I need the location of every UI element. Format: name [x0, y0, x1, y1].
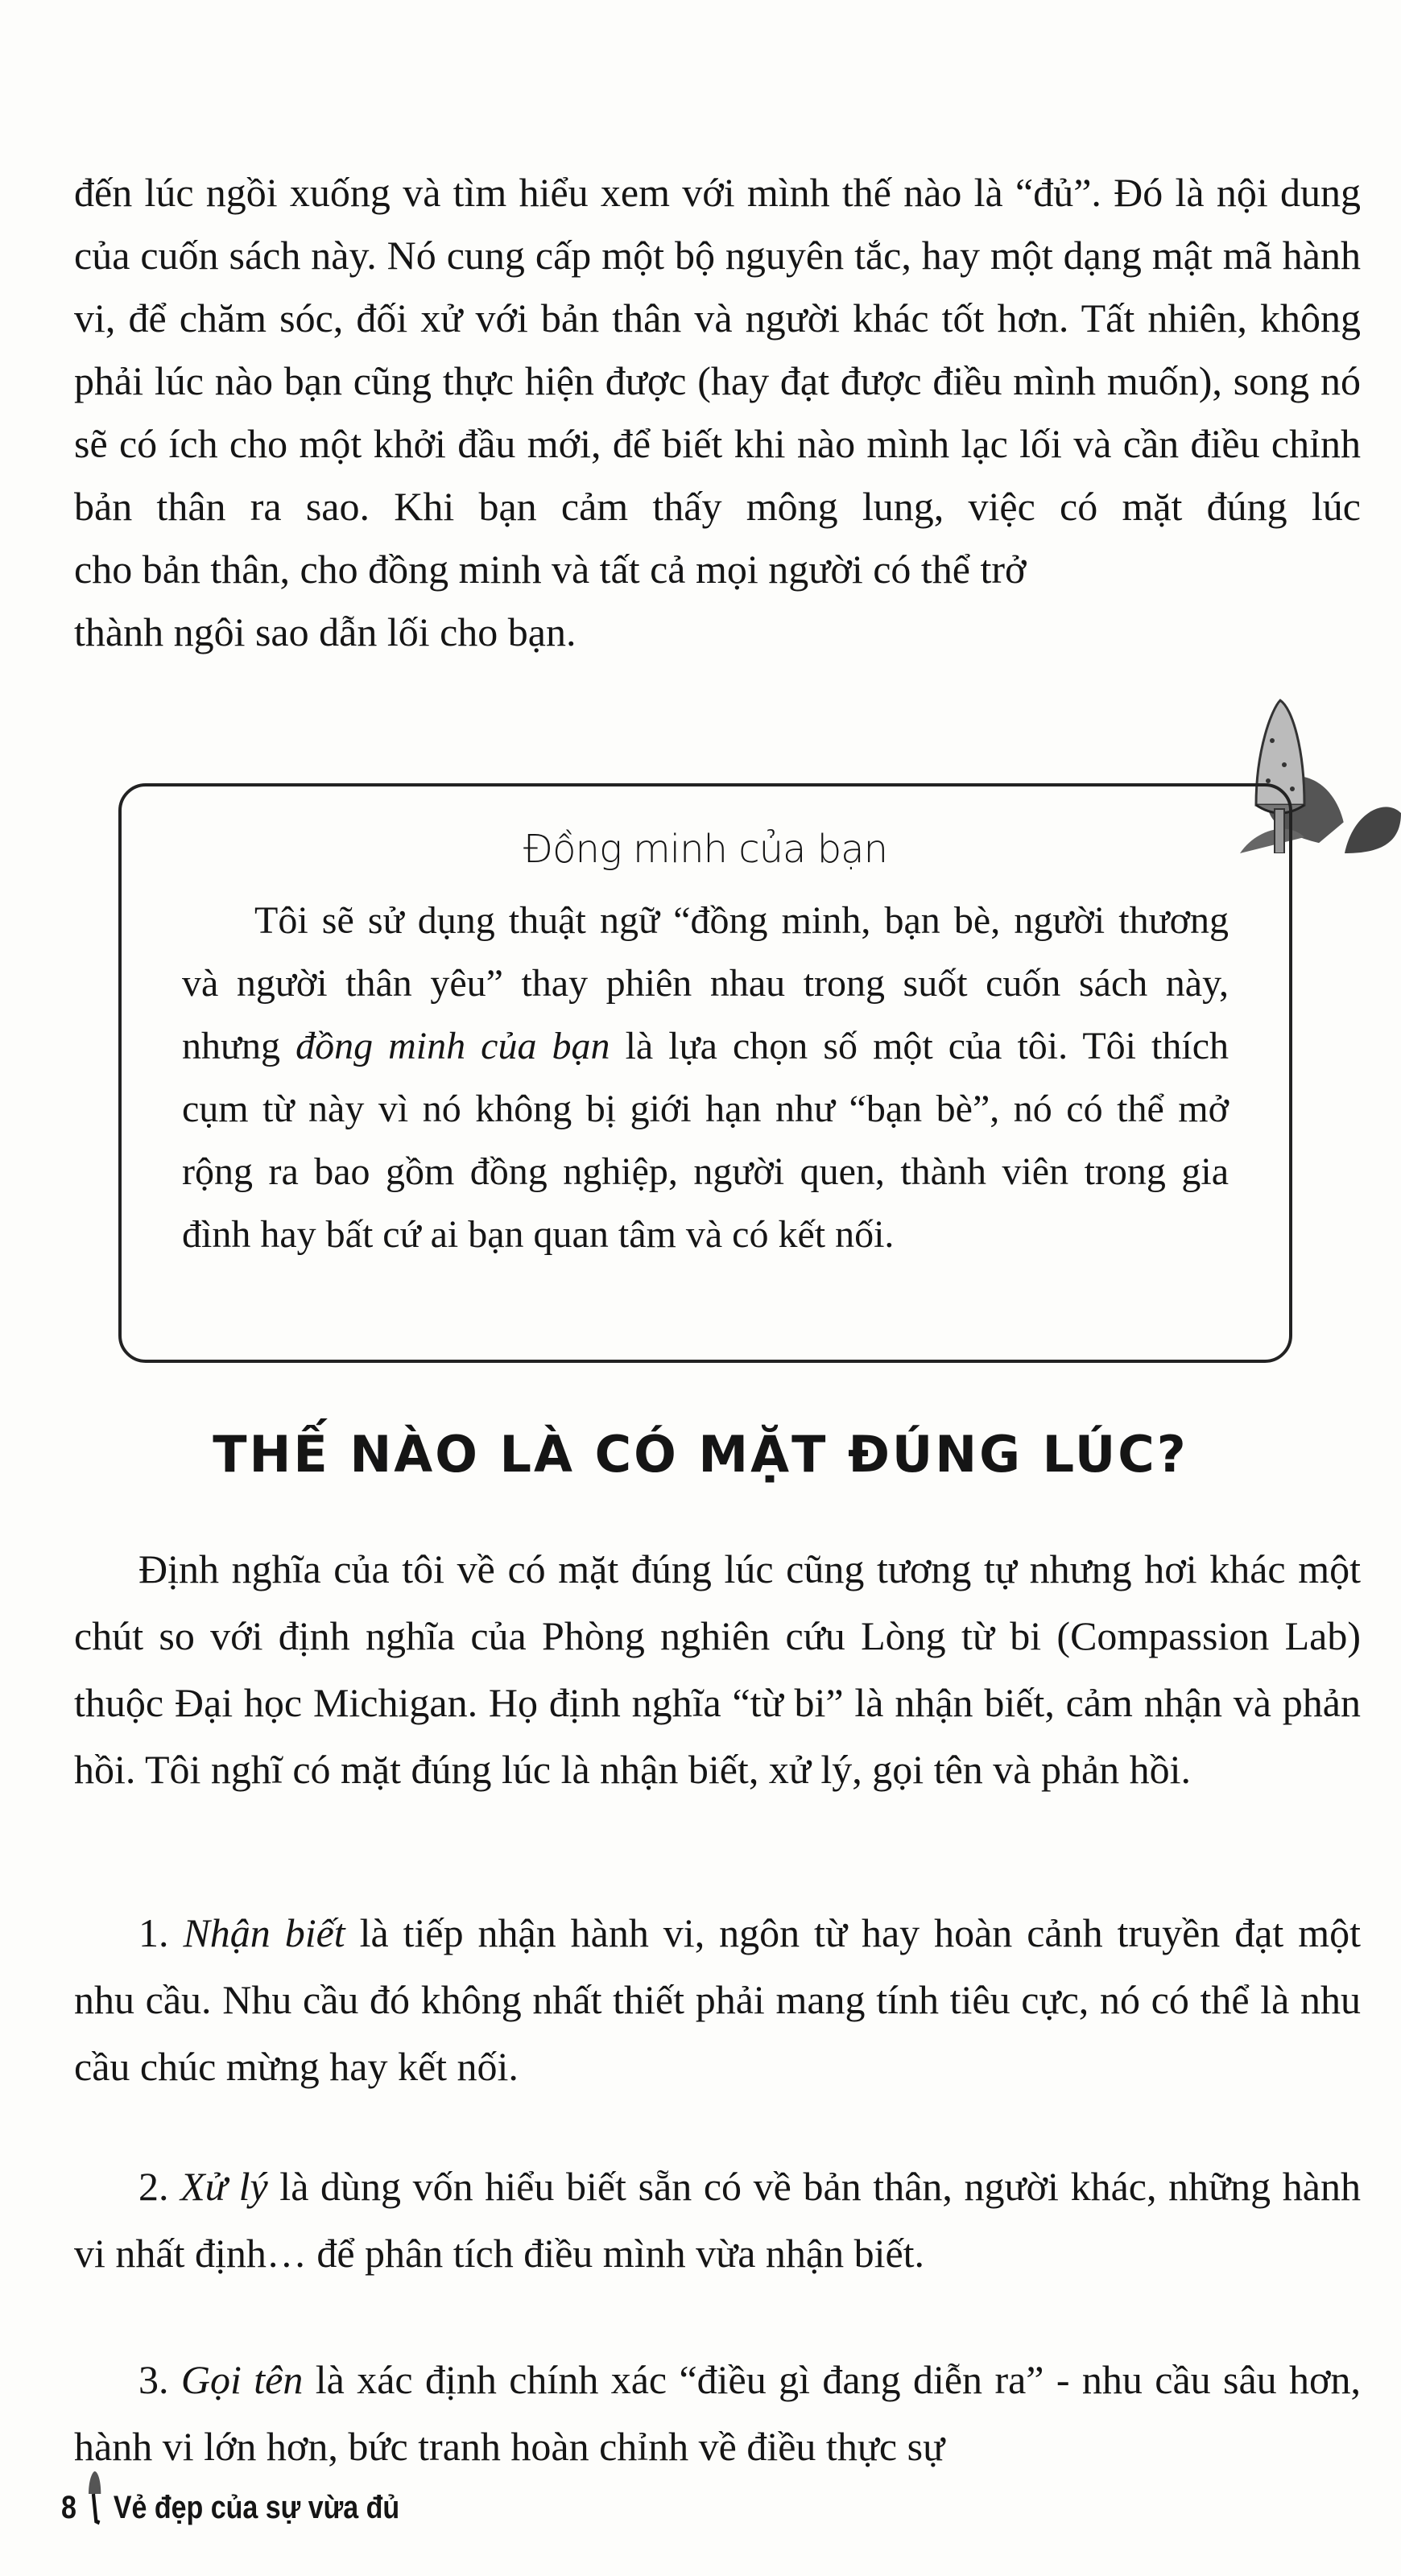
- intro-text: đến lúc ngồi xuống và tìm hiểu xem với mình thế nào là “đủ”. Đó là nội dung của cuốn sách này. Nó cung cấp một bộ nguyên tắc, hay một dạng mật mã hành vi, để chăm sóc, đối xử với bản thân và người khác tốt hơn. Tất nhiên, không phải lúc nào bạn cũng thực hiện được (hay đạt được điều mình muốn), song nó sẽ có ích cho một khởi đầu mới, để biết khi nào mình lạc lối và cần điều chỉnh bản thân ra sao. Khi bạn cảm thấy mông lung, việc có mặt đúng lúc: [74, 170, 1361, 529]
- item-text: là dùng vốn hiểu biết sẵn có về bản thân, người khác, những hành vi nhất định… để phân tích điều mình vừa nhận biết.: [74, 2164, 1361, 2276]
- callout-text-part: Tôi sẽ sử dụng thuật ngữ “đồng minh, bạn bè, người thương và người thân yêu” thay phiên nhau trong suốt cuốn sách này, nhưng: [182, 899, 1229, 1067]
- intro-line: cho bản thân, cho đồng minh và tất cả mọi người có thể trở: [74, 547, 1027, 592]
- list-item-2: [74, 2153, 1361, 2287]
- item-number: 2.: [138, 2164, 181, 2209]
- callout-emphasis: đồng minh của bạn: [295, 1025, 610, 1067]
- item-text: là xác định chính xác “điều gì đang diễn ra” - nhu cầu sâu hơn, hành vi lớn hơn, bức tranh hoàn chỉnh về điều thực sự: [74, 2357, 1362, 2469]
- section-heading: THẾ NÀO LÀ CÓ MẶT ĐÚNG LÚC?: [213, 1425, 1188, 1484]
- item-number: 1.: [138, 1910, 184, 1955]
- callout-text-part: là lựa chọn số một của tôi. Tôi thích cụm từ này vì nó không bị giới hạn như “bạn bè”, nó có thể mở rộng ra bao gồm đồng nghiệp, người quen, thành viên trong gia đình hay bất cứ ai bạn quan tâm và có kết nối.: [182, 1025, 1229, 1256]
- item-term: Gọi tên: [180, 2357, 304, 2402]
- intro-line: thành ngôi sao dẫn lối cho bạn.: [74, 609, 577, 654]
- item-number: 3.: [138, 2357, 181, 2402]
- callout-box: [118, 783, 1292, 1363]
- item-term: Nhận biết: [183, 1910, 345, 1955]
- callout-title: Đồng minh của bạn: [523, 827, 888, 872]
- list-item-1: [74, 1900, 1361, 2100]
- book-title: Vẻ đẹp của sự vừa đủ: [113, 2490, 400, 2525]
- intro-paragraph: [74, 161, 1361, 663]
- mushroom-icon: [86, 2470, 104, 2526]
- definition-paragraph: Định nghĩa của tôi về có mặt đúng lúc cũng tương tự nhưng hơi khác một chút so với định nghĩa của Phòng nghiên cứu Lòng từ bi (Compassion Lab) thuộc Đại học Michigan. Họ định nghĩa “từ bi” là nhận biết, cảm nhận và phản hồi. Tôi nghĩ có mặt đúng lúc là nhận biết, xử lý, gọi tên và phản hồi.: [74, 1546, 1361, 1792]
- list-item-3: [74, 2347, 1361, 2480]
- page-number: 8: [61, 2490, 76, 2525]
- callout-text: [182, 890, 1229, 1266]
- item-term: Xử lý: [180, 2164, 268, 2209]
- item-text: là tiếp nhận hành vi, ngôn từ hay hoàn cảnh truyền đạt một nhu cầu. Nhu cầu đó không nhất thiết phải mang tính tiêu cực, nó có thể là nhu cầu chúc mừng hay kết nối.: [74, 1910, 1362, 2089]
- page-footer: [61, 2470, 399, 2526]
